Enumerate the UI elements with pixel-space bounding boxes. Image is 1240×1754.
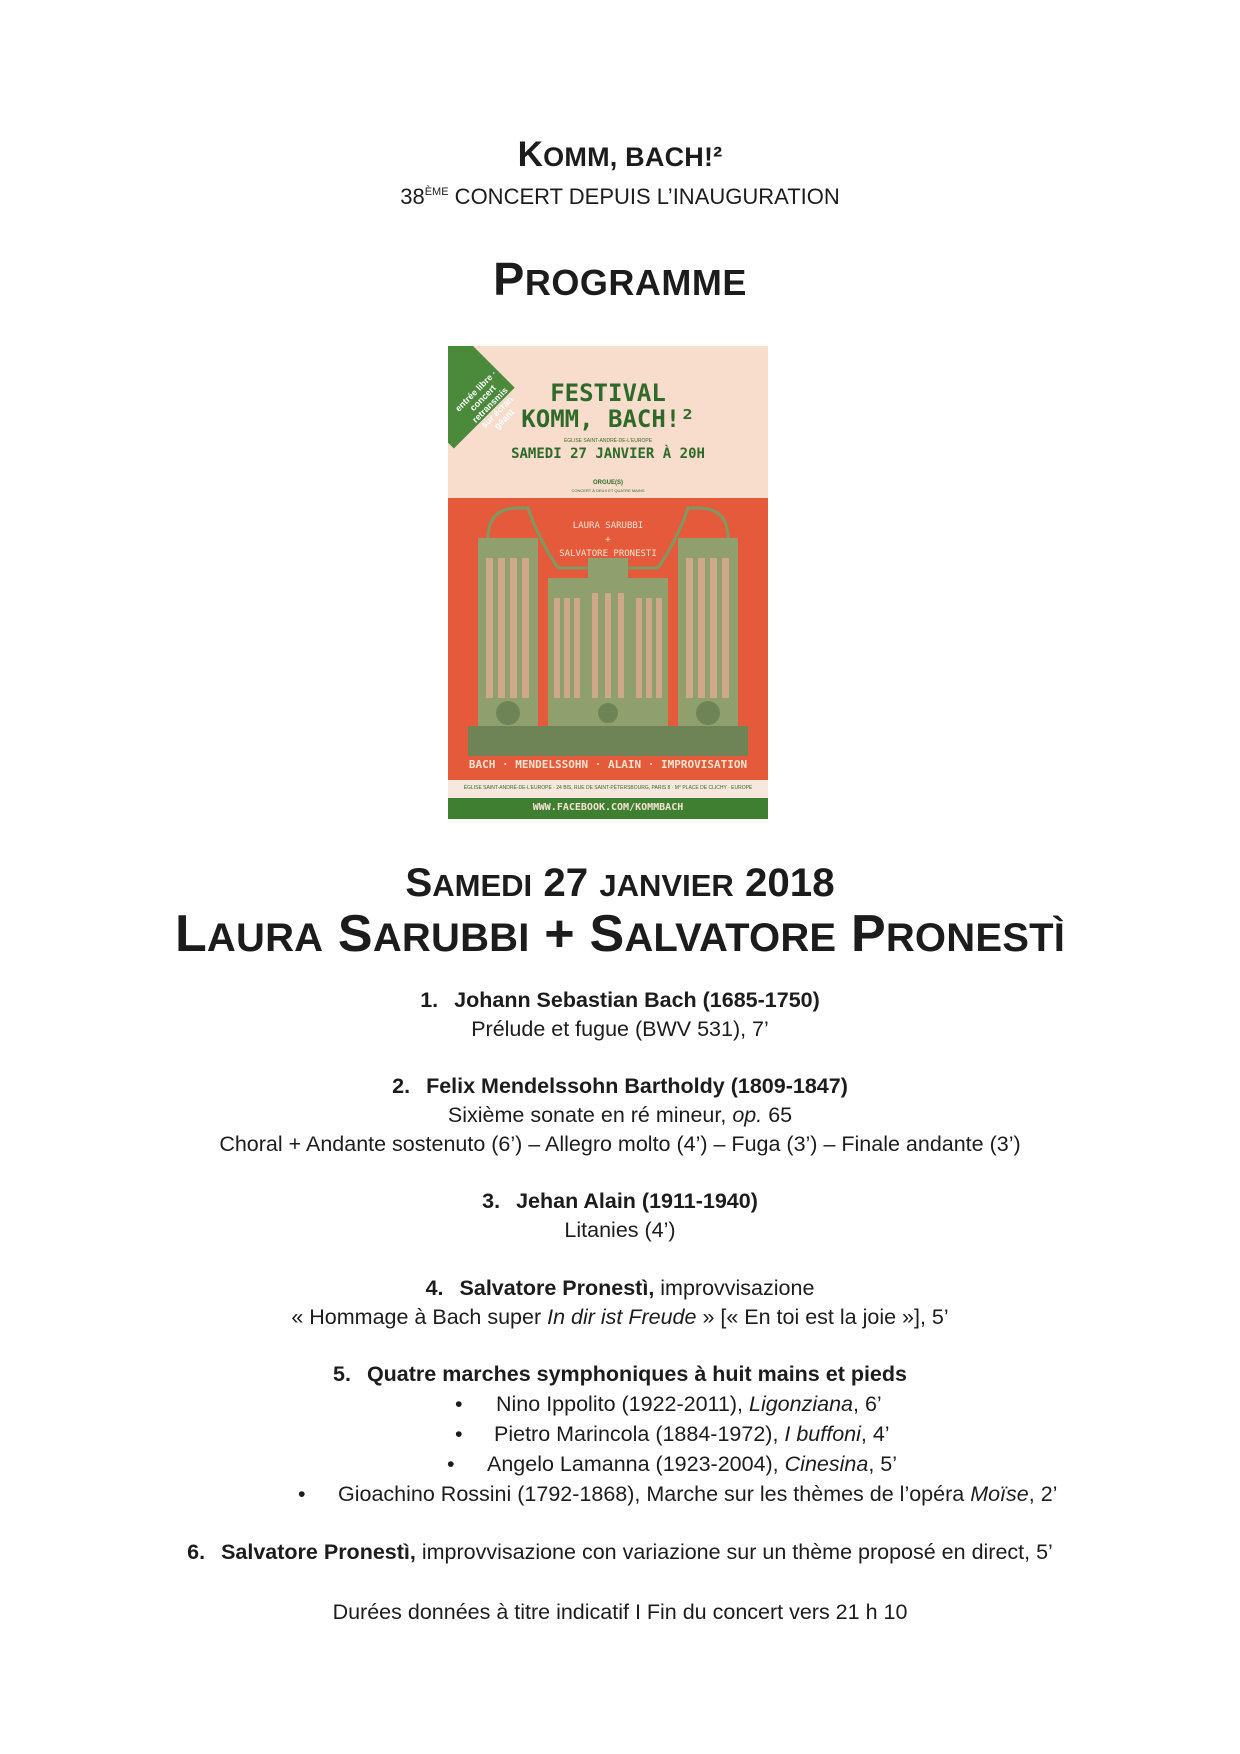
poster-performers: LAURA SARUBBI + SALVATORE PRONESTI: [559, 521, 657, 559]
programme-heading: PROGRAMME: [493, 253, 747, 305]
poster-orgue: ORGUE(S): [593, 480, 623, 486]
program-item-2-movements: Choral + Andante sostenuto (6’) – Allegro molto (4’) – Fuga (3’) – Finale andante (3’): [219, 1132, 1021, 1156]
program-item-2-work: Sixième sonate en ré mineur, op. 65: [447, 1103, 793, 1127]
bullet: •: [455, 1392, 463, 1416]
poster-facebook: WWW.FACEBOOK.COM/KOMMBACH: [532, 802, 684, 813]
program-item-5-heading: 5. Quatre marches symphoniques à huit mains et pieds: [333, 1362, 907, 1386]
program-item-4-heading: 4. Salvatore Pronestì, improvvisazione: [425, 1276, 815, 1300]
performers-heading: LAURA SARUBBI + SALVATORE PRONESTÌ: [174, 905, 1066, 963]
program-item-3-heading: 3. Jehan Alain (1911-1940): [482, 1189, 758, 1213]
concert-date: SAMEDI 27 JANVIER 2018: [405, 860, 835, 905]
poster-works: BACH · MENDELSSOHN · ALAIN · IMPROVISATION: [468, 758, 748, 771]
program-item-3-work: Litanies (4’): [564, 1218, 676, 1242]
program-item-2-heading: 2. Felix Mendelssohn Bartholdy (1809-1847): [392, 1074, 848, 1098]
program-item-1-work: Prélude et fugue (BWV 531), 7’: [471, 1017, 769, 1041]
program-item-4-work: « Hommage à Bach super In dir ist Freude » [« En toi est la joie »], 5’: [291, 1305, 949, 1329]
poster-date: SAMEDI 27 JANVIER À 20H: [511, 446, 705, 462]
bullet: •: [447, 1452, 455, 1476]
festival-poster: [448, 346, 768, 819]
poster-address: ÉGLISE SAINT-ANDRÉ-DE-L’EUROPE · 24 BIS, RUE DE SAINT-PÉTERSBOURG, PARIS 8 · M° PLACE DE CLICHY · EUROPE: [463, 785, 753, 791]
poster-orgue-sub: CONCERT À DEUX ET QUATRE MAINS: [571, 488, 645, 493]
program-item-6-heading: 6. Salvatore Pronestì, improvvisazione con variazione sur un thème proposé en direct, 5’: [187, 1540, 1053, 1564]
poster-badge-text: entrée libre · concert retransmis sur écran géant: [453, 368, 517, 432]
concert-number: 38ÈME CONCERT DEPUIS L’INAUGURATION: [400, 184, 840, 209]
poster-festival-title: FESTIVAL KOMM, BACH!²: [521, 379, 695, 433]
programme-page: KOMM, BACH!² 38ÈME CONCERT DEPUIS L’INAUGURATION PROGRAMME entrée libre · concert retransmis sur écran géant FESTIVAL KOMM, BACH!² ÉGLISE SAINT-ANDRÉ-DE-L’EUROPE SAMEDI 27 JANVIER À 20H ORGUE(S) CONCERT À DEUX ET QUATRE MAINS LAURA SARUBBI + SALVATORE PRONESTI BACH · MENDELSSOHN · ALAIN · IMPROVISATION ÉGLISE SAINT-ANDRÉ-DE-L’EUROPE · 24 BIS, RUE DE SAINT-PÉTERSBOURG, PARIS 8 · M° PLACE DE CLICHY · EUROPE WWW.FACEBOOK.COM/KOMMBACH SAMEDI 27 JANVIER 2018 LAURA SARUBBI + SALVATORE PRONESTÌ 1. Johann Sebastian Bach (1685-1750) Prélude et fugue (BWV 531), 7’ 2. Felix Mendelssohn Bartholdy (1809-1847) Sixième sonate en ré mineur, op. 65 Choral + Andante sostenuto (6’) – Allegro molto (4’) – Fuga (3’) – Finale andante (3’) 3. Jehan Alain (1911-1940) Litanies (4’) 4. Salvatore Pronestì, improvvisazione « Hommage à Bach super In dir ist Freude » [« En toi est la joie »], 5’ 5. Quatre marches symphoniques à huit mains et pieds • Nino Ippolito (1922-2011), Ligonziana, 6’ • Pietro Marincola (1884-1972), I buffoni, 4’ • Angelo Lamanna (1923-2004), Cinesina, 5’ • Gioachino Rossini (1792-1868), Marche sur les thèmes de l’opéra Moïse, 2’ 6. Salvatore Pronestì, improvvisazione con variazione sur un thème proposé en direct, 5’ Durées données à titre indicatif I Fin du concert vers 21 h 10: [0, 0, 1240, 1754]
series-title: KOMM, BACH!²: [517, 135, 723, 174]
bullet: •: [298, 1482, 306, 1506]
poster-venue: ÉGLISE SAINT-ANDRÉ-DE-L’EUROPE: [563, 438, 653, 444]
footnote: Durées données à titre indicatif I Fin du concert vers 21 h 10: [332, 1600, 908, 1624]
program-item-1-heading: 1. Johann Sebastian Bach (1685-1750): [420, 988, 820, 1012]
bullet: •: [455, 1422, 463, 1446]
